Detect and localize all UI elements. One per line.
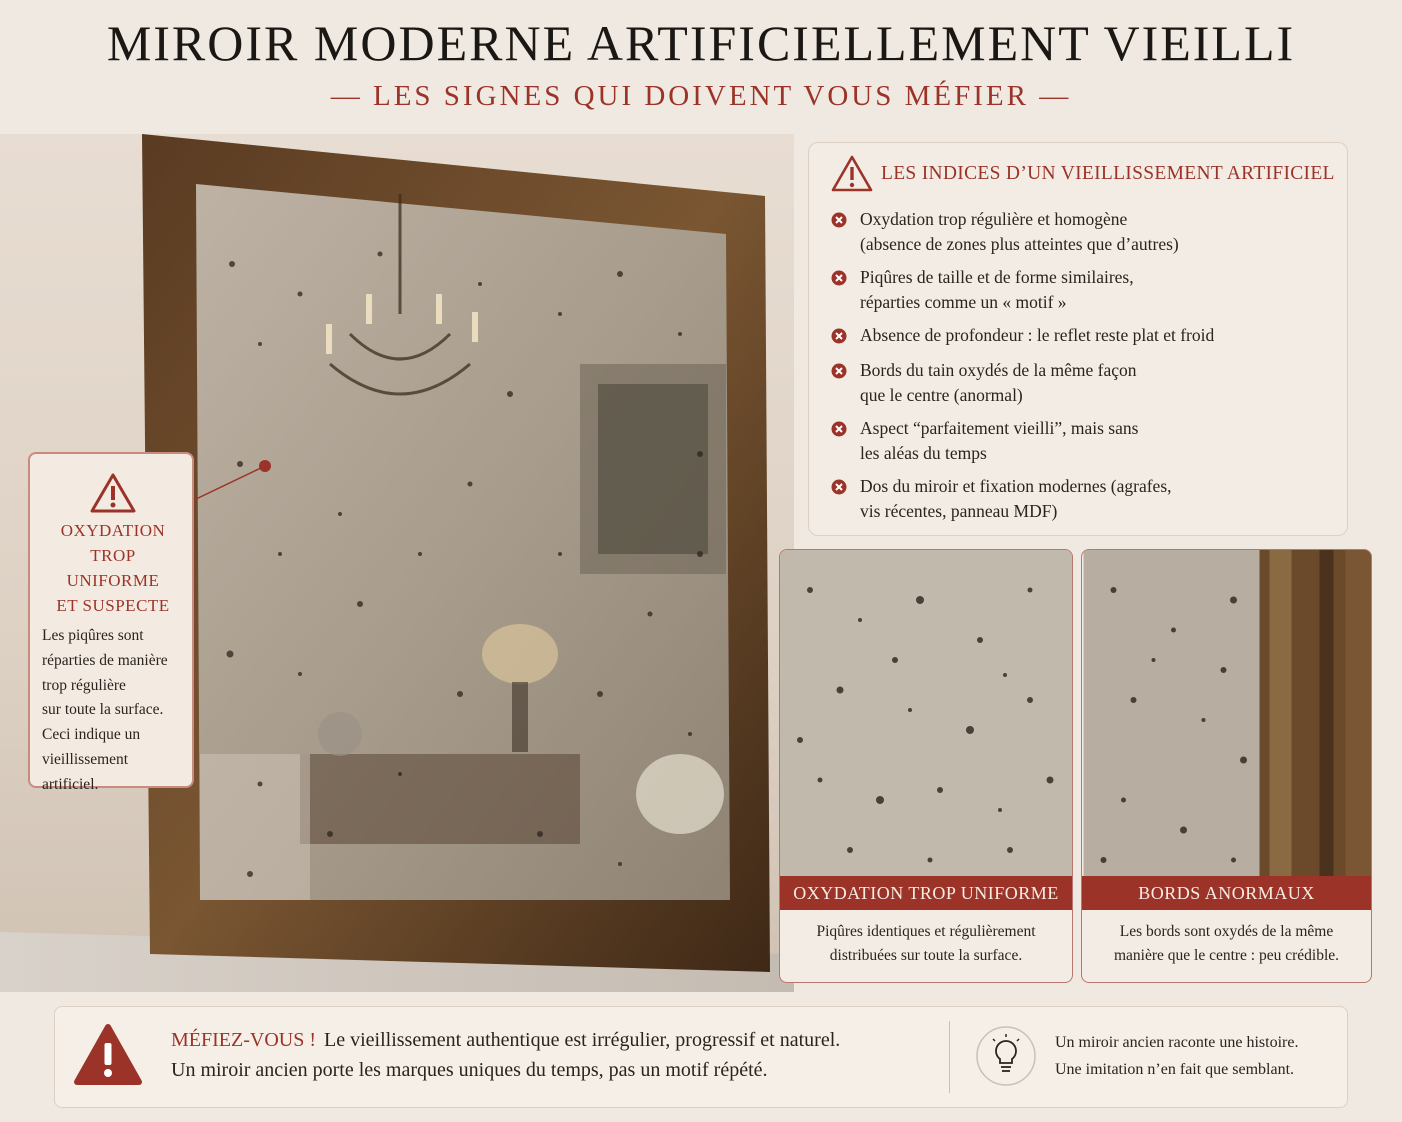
indices-header <box>831 155 1335 193</box>
thumb-abnormal-edges <box>1081 549 1372 983</box>
callout-title-line: OXYDATION <box>60 521 166 540</box>
callout-title <box>42 518 184 618</box>
indices-panel <box>808 142 1348 536</box>
callout-text-line: Ceci indique un <box>42 726 141 744</box>
list-item <box>831 265 1341 323</box>
banner-line-2: Un miroir ancien porte les marques uniques du temps, pas un motif répété. <box>171 1059 768 1081</box>
x-circle-icon <box>831 212 847 228</box>
list-item <box>831 474 1341 532</box>
page-title: MIROIR MODERNE ARTIFICIELLEMENT VIEILLI <box>106 15 1296 71</box>
banner-quote: Un miroir ancien raconte une histoire. Une imitation n’en fait que semblant. <box>1055 1034 1299 1078</box>
oxidation-closeup-image <box>780 550 1073 894</box>
callout-text-line: Les piqûres sont <box>42 627 144 644</box>
callout-text <box>42 624 184 798</box>
thumb-uniform-oxidation <box>779 549 1073 983</box>
callout-title-line: ET SUSPECTE <box>56 596 170 615</box>
x-circle-icon <box>831 328 847 344</box>
callout-text-line: réparties de manière <box>42 651 168 669</box>
list-item <box>831 323 1341 358</box>
callout-text-line: sur toute la surface. <box>42 701 164 719</box>
banner-line-1 <box>171 1029 840 1052</box>
callout-text-line: trop régulière <box>42 676 126 694</box>
banner-line-1-text: Le vieillissement authentique est irrégulier, progressif et naturel. <box>324 1029 841 1051</box>
indices-title: LES INDICES D’UN VIEILLISSEMENT ARTIFICIEL <box>881 163 1335 184</box>
x-circle-icon <box>831 363 847 379</box>
warning-triangle-icon <box>89 472 137 514</box>
x-circle-icon <box>831 479 847 495</box>
lightbulb-icon <box>975 1025 1037 1087</box>
callout-title-line: TROP UNIFORME <box>66 546 160 590</box>
banner-accent: MÉFIEZ-VOUS ! <box>171 1029 316 1051</box>
warning-triangle-icon <box>831 155 873 193</box>
thumb-caption: Les bords sont oxydés de la même manière que le centre : peu crédible. <box>1113 923 1340 964</box>
list-item-text: Bords du tain oxydés de la même façon que le centre (anormal) <box>860 360 1137 405</box>
thumb-caption: Piqûres identiques et régulièrement distribuées sur toute la surface. <box>816 923 1036 964</box>
warning-banner <box>54 1006 1348 1108</box>
banner-divider <box>949 1021 950 1093</box>
list-item <box>831 358 1341 416</box>
thumb-label: BORDS ANORMAUX <box>1082 876 1371 910</box>
list-item <box>831 416 1341 474</box>
list-item-text: Dos du miroir et fixation modernes (agrafes, vis récentes, panneau MDF) <box>860 476 1172 521</box>
list-item <box>831 207 1341 265</box>
page-subtitle: — LES SIGNES QUI DOIVENT VOUS MÉFIER — <box>330 80 1072 112</box>
indices-list <box>831 207 1341 532</box>
list-item-text: Aspect “parfaitement vieilli”, mais sans les aléas du temps <box>860 418 1139 463</box>
x-circle-icon <box>831 270 847 286</box>
callout-text-line: vieillissement <box>42 750 129 768</box>
edges-closeup-image <box>1082 550 1372 894</box>
list-item-text: Absence de profondeur : le reflet reste plat et froid <box>860 325 1215 345</box>
x-circle-icon <box>831 421 847 437</box>
warning-triangle-filled-icon <box>73 1023 143 1087</box>
list-item-text: Piqûres de taille et de forme similaires, réparties comme un « motif » <box>860 267 1134 312</box>
thumb-label: OXYDATION TROP UNIFORME <box>780 876 1072 910</box>
oxidation-callout <box>28 452 194 793</box>
list-item-text: Oxydation trop régulière et homogène (absence de zones plus atteintes que d’autres) <box>860 209 1179 254</box>
callout-text-line: artificiel. <box>42 775 99 793</box>
